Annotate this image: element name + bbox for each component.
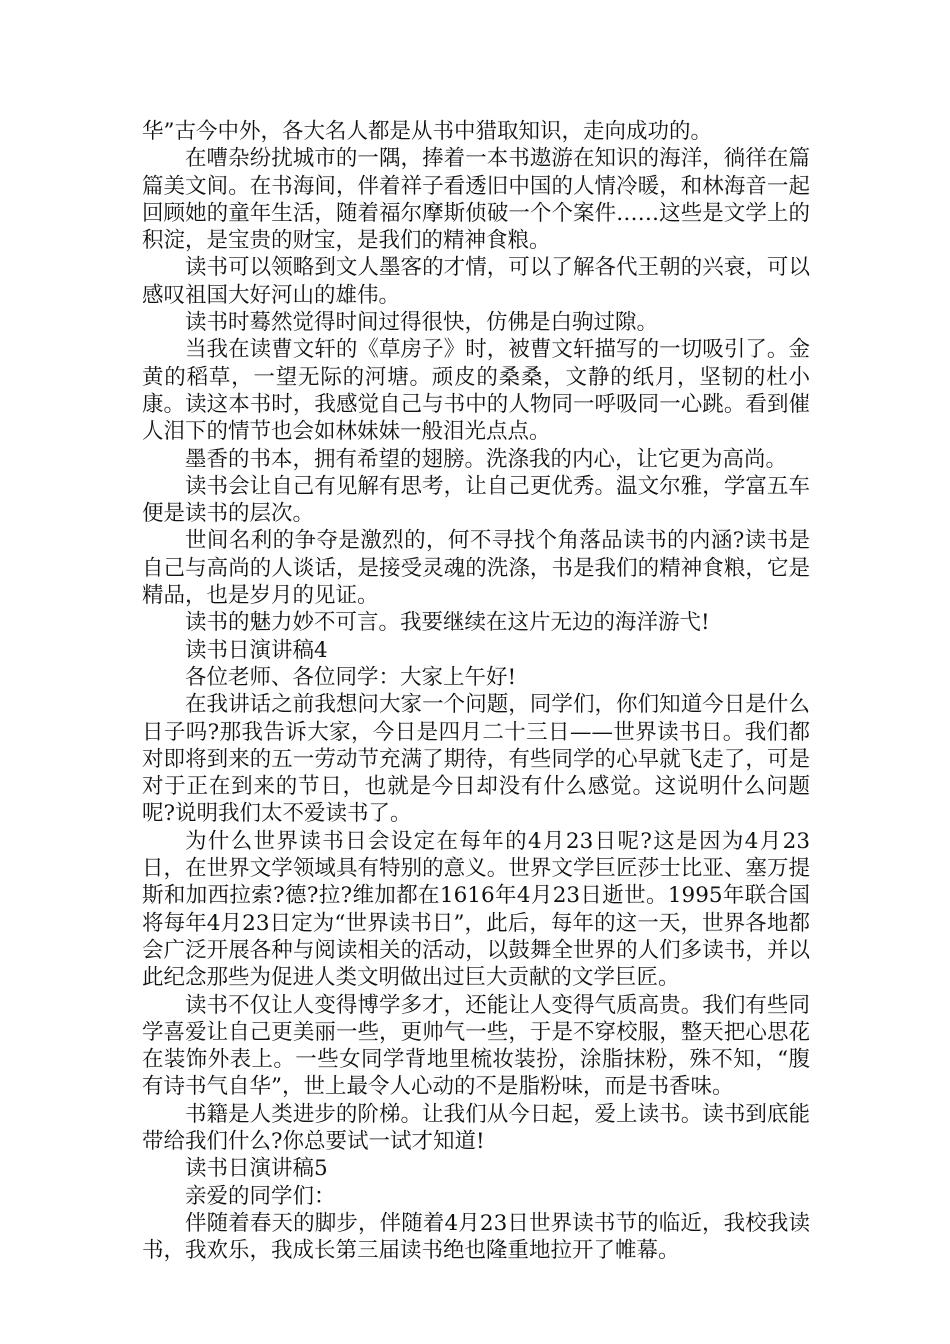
paragraph: 各位老师、各位同学：大家上午好! bbox=[185, 664, 517, 690]
paragraph: 世间名利的争夺是激烈的，何不寻找个角落品读书的内涵?读书是自己与高尚的人谈话，是接受灵魂的洗涤，书是我们的精神食粮，它是精品，也是岁月的见证。 bbox=[142, 528, 810, 609]
paragraph: 在嘈杂纷扰城市的一隅，捧着一本书遨游在知识的海洋，徜徉在篇篇美文间。在书海间，伴着祥子看透旧中国的人情冷暖，和林海音一起回顾她的童年生活，随着福尔摩斯侦破一个个案件……这些是文学上的积淀，是宝贵的财宝，是我们的精神食粮。 bbox=[142, 146, 810, 254]
section-heading: 读书日演讲稿4 bbox=[185, 637, 328, 663]
paragraph: 墨香的书本，拥有希望的翅膀。洗涤我的内心，让它更为高尚。 bbox=[185, 446, 788, 472]
paragraph: 为什么世界读书日会设定在每年的4月23日呢?这是因为4月23日，在世界文学领域具有特别的意义。世界文学巨匠莎士比亚、塞万提斯和加西拉索?德?拉?维加都在1616年4月23日逝世。1995年联合国将每年4月23日定为“世界读书日”，此后，每年的这一天，世界各地都会广泛开展各种与阅读相关的活动，以鼓舞全世界的人们多读书，并以此纪念那些为促进人类文明做出过巨大贡献的文学巨匠。 bbox=[142, 828, 810, 991]
paragraph: 读书不仅让人变得博学多才，还能让人变得气质高贵。我们有些同学喜爱让自己更美丽一些，更帅气一些，于是不穿校服，整天把心思花在装饰外表上。一些女同学背地里梳妆装扮，涂脂抹粉，殊不知，“腹有诗书气自华”，世上最令人心动的不是脂粉味，而是书香味。 bbox=[142, 992, 810, 1100]
paragraph: 在我讲话之前我想问大家一个问题，同学们，你们知道今日是什么日子吗?那我告诉大家，今日是四月二十三日——世界读书日。我们都对即将到来的五一劳动节充满了期待，有些同学的心早就飞走了，可是对于正在到来的节日，也就是今日却没有什么感觉。这说明什么问题呢?说明我们太不爱读书了。 bbox=[142, 692, 810, 827]
paragraph: 当我在读曹文轩的《草房子》时，被曹文轩描写的一切吸引了。金黄的稻草，一望无际的河塘。顽皮的桑桑，文静的纸月，坚韧的杜小康。读这本书时，我感觉自己与书中的人物同一呼吸同一心跳。看到催人泪下的情节也会如林妹妹一般泪光点点。 bbox=[142, 337, 810, 445]
paragraph: 华”古今中外，各大名人都是从书中猎取知识，走向成功的。 bbox=[142, 119, 712, 144]
paragraph: 亲爱的同学们： bbox=[185, 1183, 336, 1209]
paragraph: 伴随着春天的脚步，伴随着4月23日世界读书节的临近，我校我读书，我欢乐，我成长第三届读书绝也隆重地拉开了帷幕。 bbox=[142, 1210, 810, 1264]
paragraph: 读书的魅力妙不可言。我要继续在这片无边的海洋游弋! bbox=[185, 610, 710, 636]
section-heading: 读书日演讲稿5 bbox=[185, 1156, 328, 1182]
paragraph: 读书时蓦然觉得时间过得很快，仿佛是白驹过隙。 bbox=[185, 310, 659, 336]
paragraph: 读书会让自己有见解有思考，让自己更优秀。温文尔雅，学富五车便是读书的层次。 bbox=[142, 473, 810, 527]
document-page bbox=[142, 118, 810, 1264]
paragraph: 书籍是人类进步的阶梯。让我们从今日起，爱上读书。读书到底能带给我们什么?你总要试一试才知道! bbox=[142, 1101, 810, 1154]
paragraph: 读书可以领略到文人墨客的才情，可以了解各代王朝的兴衰，可以感叹祖国大好河山的雄伟。 bbox=[142, 255, 810, 308]
